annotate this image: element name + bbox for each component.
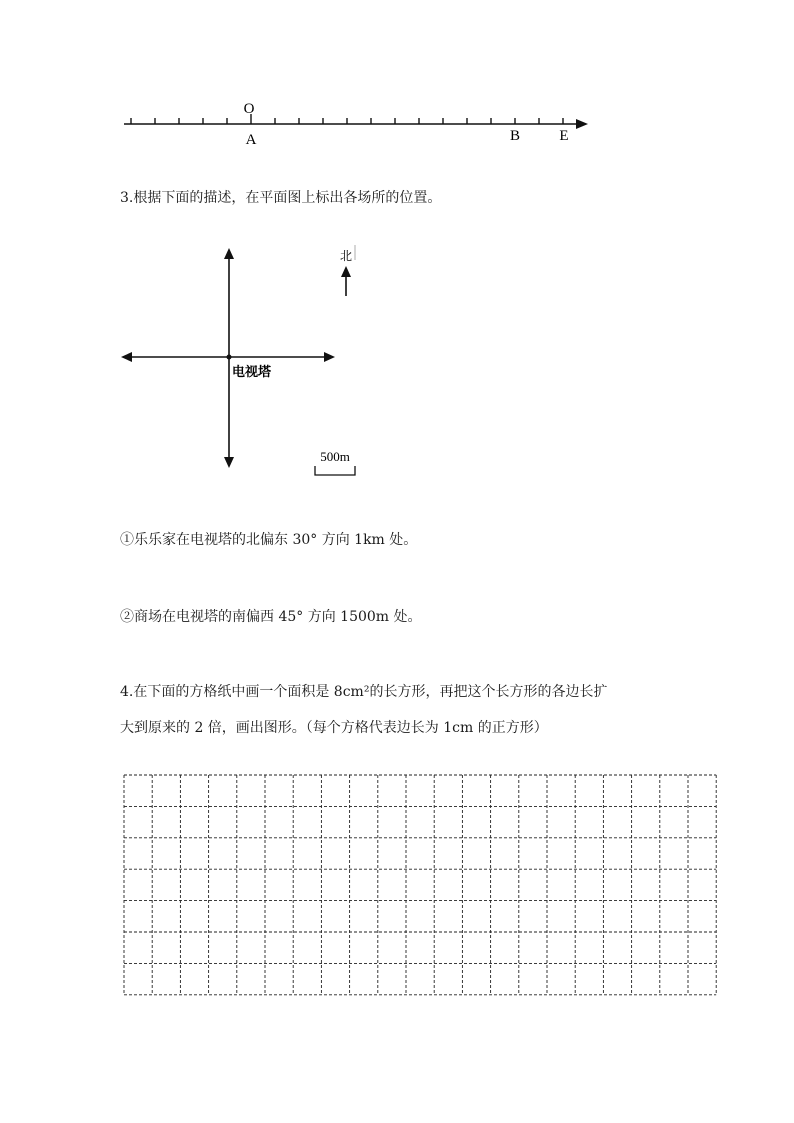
q4-prompt-line-1: 4.在下面的方格纸中画一个面积是 8cm²的长方形，再把这个长方形的各边长扩 (120, 684, 608, 700)
point-b-label: B (509, 128, 521, 144)
q3-item-2: ②商场在电视塔的南偏西 45° 方向 1500m 处。 (120, 609, 422, 625)
north-label: 北 (339, 249, 353, 263)
point-e-label: E (559, 128, 569, 144)
tv-tower-label: 电视塔 (232, 364, 272, 379)
q3-prompt: 3.根据下面的描述，在平面图上标出各场所的位置。 (120, 190, 442, 206)
scale-label: 500m (320, 449, 350, 464)
q4-prompt-line-2: 大到原来的 2 倍，画出图形。（每个方格代表边长为 1cm 的正方形） (120, 720, 548, 736)
point-a-label: A (245, 132, 257, 148)
q3-item-1: ①乐乐家在电视塔的北偏东 30° 方向 1km 处。 (120, 532, 418, 548)
point-o-label: O (243, 101, 255, 117)
